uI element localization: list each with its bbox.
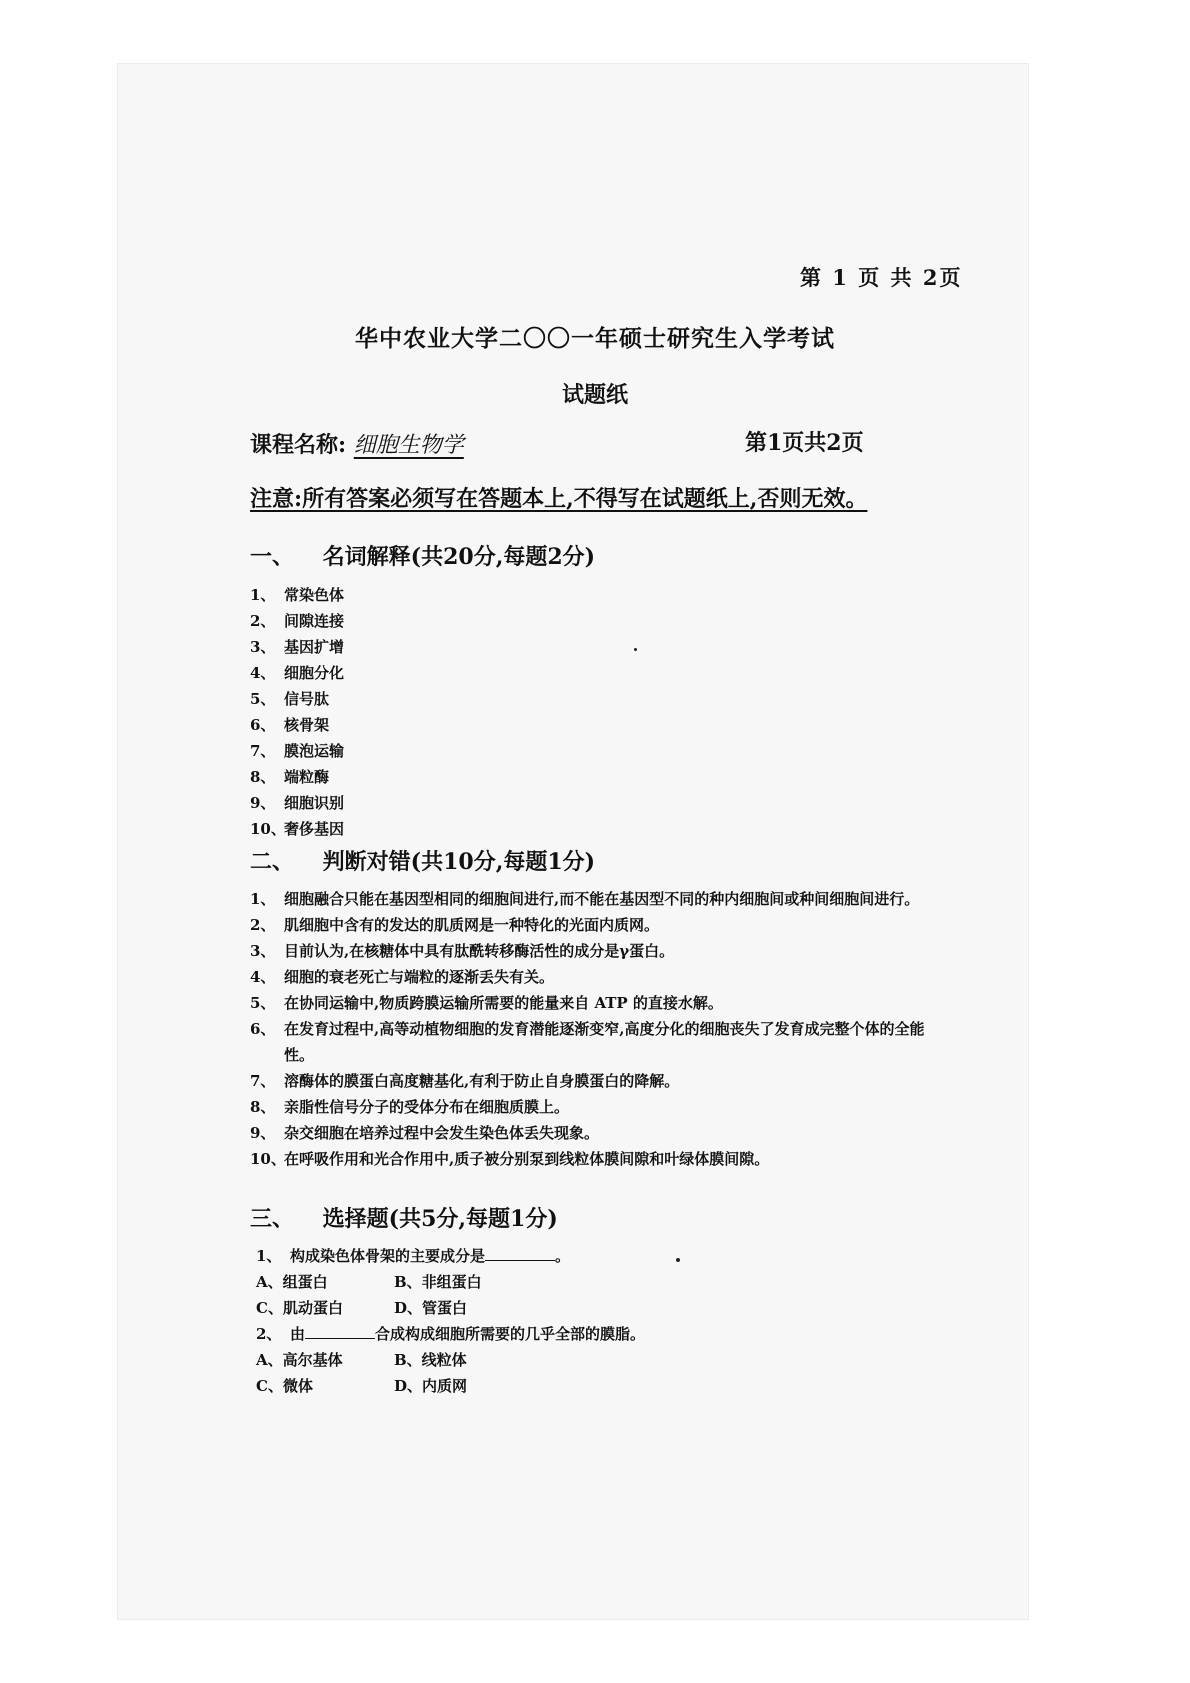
question-3-2-options-row2 [256, 1375, 532, 1396]
list-item: 6、 在发育过程中,高等动植物细胞的发育潜能逐渐变窄,高度分化的细胞丧失了发育成完整个体的全能性。 [250, 1020, 925, 1064]
list-item: 10、 在呼吸作用和光合作用中,质子被分别泵到线粒体膜间隙和叶绿体膜间隙。 [250, 1150, 770, 1168]
option: B、非组蛋白 [394, 1273, 482, 1291]
course-row [250, 428, 464, 459]
list-item: 1、 常染色体 [250, 586, 345, 604]
list-item: 7、 溶酶体的膜蛋白高度糖基化,有利于防止自身膜蛋白的降解。 [250, 1072, 680, 1090]
course-label: 课程名称: [250, 432, 347, 458]
question-3-2-options-row1 [256, 1349, 532, 1370]
exam-subtitle: 试题纸 [561, 382, 628, 408]
list-item: 9、 细胞识别 [250, 794, 345, 812]
list-item: 8、 亲脂性信号分子的受体分布在细胞质膜上。 [250, 1098, 570, 1116]
notice: 注意:所有答案必须写在答题本上,不得写在试题纸上,否则无效。 [250, 486, 868, 512]
list-item: 8、 端粒酶 [250, 768, 330, 786]
list-item: 4、 细胞的衰老死亡与端粒的逐渐丢失有关。 [250, 968, 555, 986]
course-name: 细胞生物学 [353, 433, 464, 458]
list-item: 7、 膜泡运输 [250, 742, 345, 760]
list-item: 9、 杂交细胞在培养过程中会发生染色体丢失现象。 [250, 1124, 600, 1142]
section-3-number: 三、 [250, 1206, 295, 1232]
scan-speck [634, 648, 637, 651]
list-item: 2、 间隙连接 [250, 612, 345, 630]
option: B、线粒体 [394, 1351, 467, 1369]
exam-title: 华中农业大学二〇〇一年硕士研究生入学考试 [355, 325, 835, 352]
list-item: 3、 目前认为,在核糖体中具有肽酰转移酶活性的成分是γ蛋白。 [250, 942, 675, 960]
page-indicator: 第 1 页 共 2页 [800, 265, 963, 290]
scan-speck [676, 1258, 680, 1262]
section-1-heading [250, 540, 595, 571]
list-item: 5、 信号肽 [250, 690, 330, 708]
question-3-1-options-row2 [256, 1297, 532, 1318]
option: A、高尔基体 [256, 1351, 343, 1369]
question-3-2: 2、 由 合成构成细胞所需要的几乎全部的膜脂。 [256, 1325, 646, 1343]
list-item: 1、 细胞融合只能在基因型相同的细胞间进行,而不能在基因型不同的种内细胞间或种间细胞间进行。 [250, 890, 920, 908]
option: D、管蛋白 [394, 1299, 468, 1317]
list-item: 2、 肌细胞中含有的发达的肌质网是一种特化的光面内质网。 [250, 916, 660, 934]
answer-blank [305, 1324, 375, 1339]
section-2-heading [250, 845, 595, 876]
section-2-title: 判断对错(共10分,每题1分) [322, 849, 596, 875]
course-page-info: 第1页共2页 [745, 430, 864, 456]
section-1-title: 名词解释(共20分,每题2分) [322, 544, 596, 570]
list-item: 4、 细胞分化 [250, 664, 345, 682]
section-1-list [250, 582, 344, 842]
section-3-title: 选择题(共5分,每题1分) [322, 1206, 558, 1232]
question-3-1-options-row1 [256, 1271, 532, 1292]
list-item: 6、 核骨架 [250, 716, 330, 734]
answer-blank [485, 1246, 555, 1261]
section-2-number: 二、 [250, 849, 295, 875]
section-3-heading [250, 1202, 558, 1233]
option: D、内质网 [394, 1377, 468, 1395]
option: C、微体 [256, 1377, 313, 1395]
option: A、组蛋白 [256, 1273, 328, 1291]
option: C、肌动蛋白 [256, 1299, 343, 1317]
section-2-list [250, 886, 950, 1172]
list-item: 3、 基因扩增 [250, 638, 345, 656]
list-item: 5、 在协同运输中,物质跨膜运输所需要的能量来自 ATP 的直接水解。 [250, 994, 723, 1012]
question-3-1: 1、 构成染色体骨架的主要成分是 。 [256, 1247, 571, 1265]
list-item: 10、奢侈基因 [250, 820, 345, 838]
section-1-number: 一、 [250, 544, 295, 570]
